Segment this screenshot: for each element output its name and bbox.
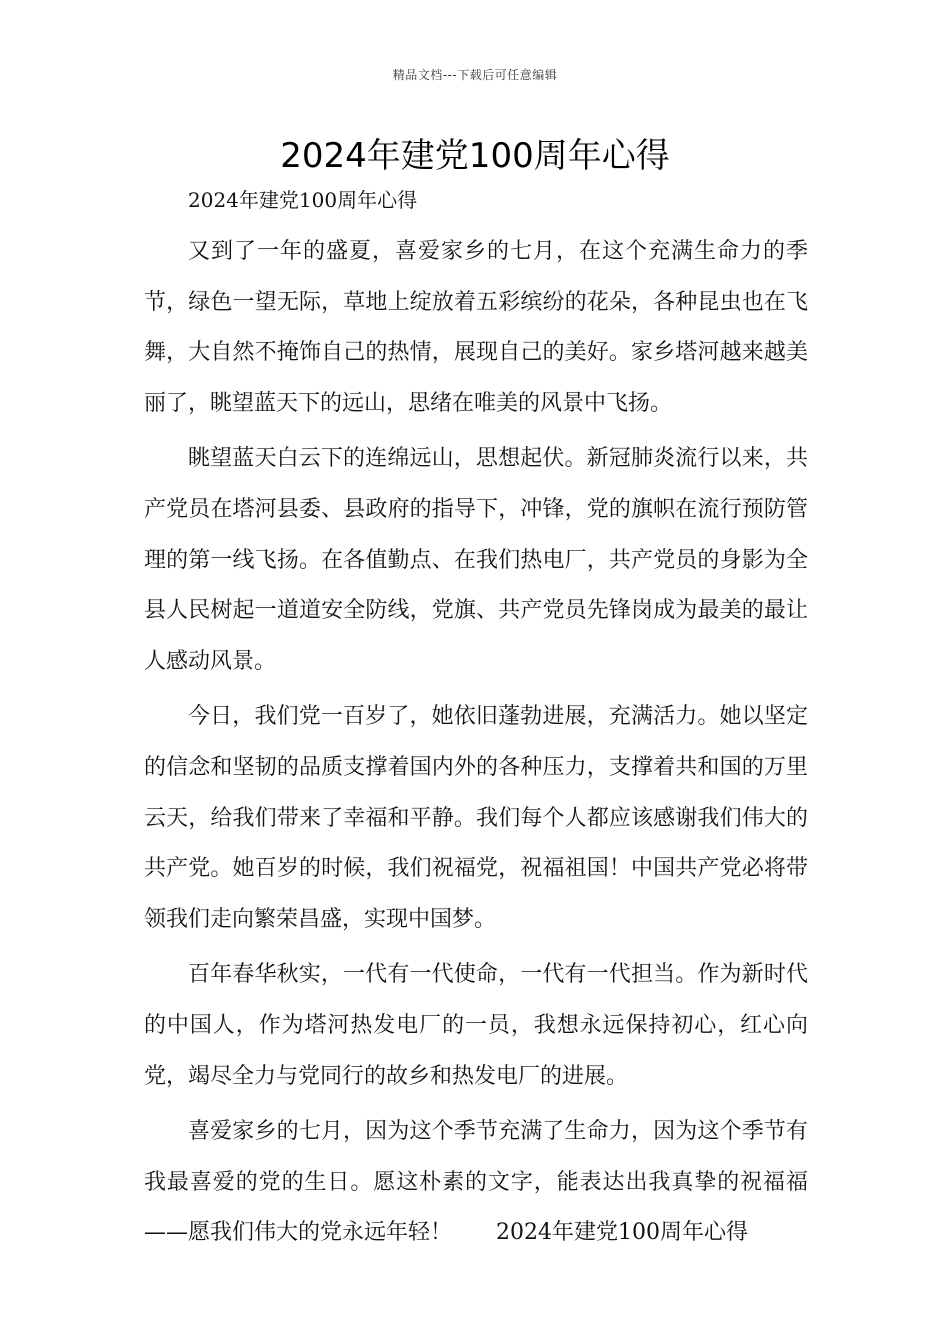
paragraph-1: 又到了一年的盛夏，喜爱家乡的七月，在这个充满生命力的季节，绿色一望无际，草地上绽放着五彩缤纷的花朵，各种昆虫也在飞舞，大自然不掩饰自己的热情，展现自己的美好。家乡塔河越来越美丽了，眺望蓝天下的远山，思绪在唯美的风景中飞扬。 — [144, 239, 808, 416]
paragraph-2: 眺望蓝天白云下的连绵远山，思想起伏。新冠肺炎流行以来，共产党员在塔河县委、县政府的指导下，冲锋，党的旗帜在流行预防管理的第一线飞扬。在各值勤点、在我们热电厂，共产党员的身影为全县人民树起一道道安全防线，党旗、共产党员先锋岗成为最美的最让人感动风景。 — [144, 446, 808, 674]
document-body — [144, 227, 808, 1264]
paragraph-5-text: 喜爱家乡的七月，因为这个季节充满了生命力，因为这个季节有我最喜爱的党的生日。愿这朴素的文字，能表达出我真挚的祝福福——愿我们伟大的党永远年轻！ — [144, 1119, 808, 1246]
closing-title: 2024年建党100周年心得 — [496, 1220, 748, 1246]
paragraph-3: 今日，我们党一百岁了，她依旧蓬勃进展，充满活力。她以坚定的信念和坚韧的品质支撑着国内外的各种压力，支撑着共和国的万里云天，给我们带来了幸福和平静。我们每个人都应该感谢我们伟大的共产党。她百岁的时候，我们祝福党，祝福祖国！中国共产党必将带领我们走向繁荣昌盛，实现中国梦。 — [144, 704, 808, 932]
document-title: 2024年建党100周年心得 — [280, 136, 670, 176]
header-note: 精品文档---下载后可任意编辑 — [392, 68, 558, 82]
paragraph-4: 百年春华秋实，一代有一代使命，一代有一代担当。作为新时代的中国人，作为塔河热发电厂的一员，我想永远保持初心，红心向党，竭尽全力与党同行的故乡和热发电厂的进展。 — [144, 962, 808, 1089]
paragraph-5 — [144, 1107, 808, 1259]
document-subtitle: 2024年建党100周年心得 — [188, 188, 418, 212]
